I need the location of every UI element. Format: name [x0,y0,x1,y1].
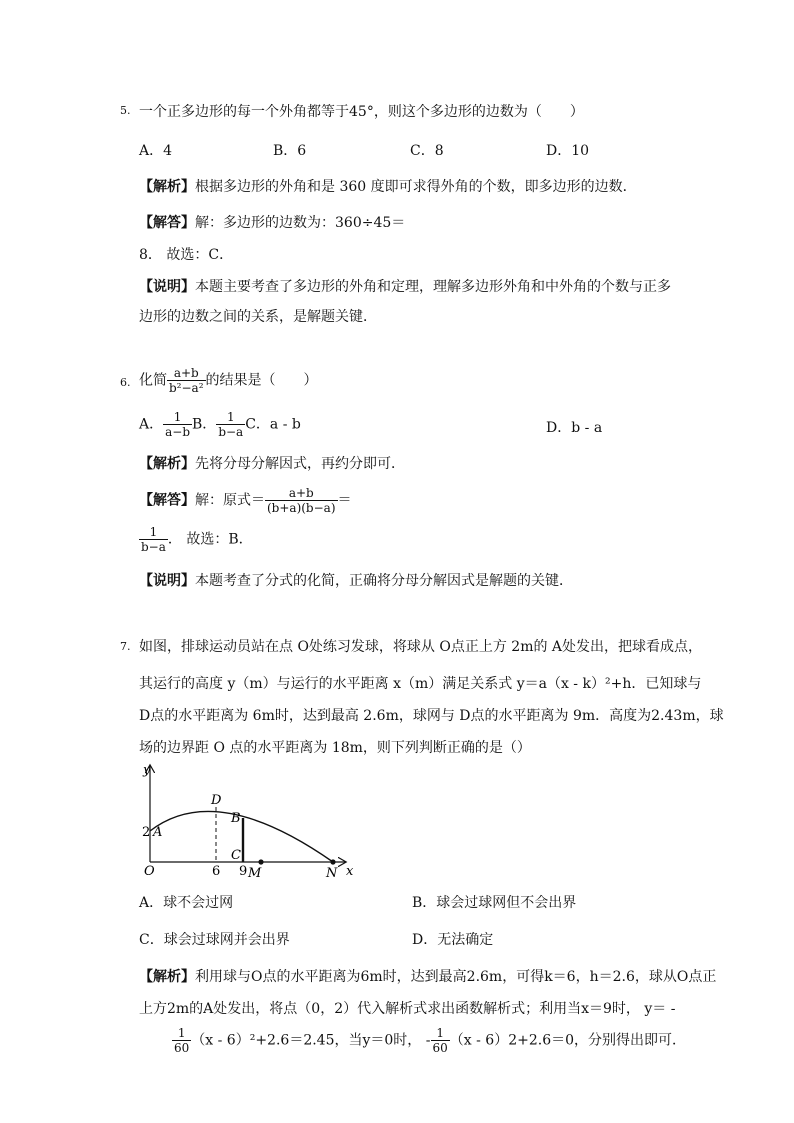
q6-stem-fraction [167,366,206,395]
answer-tag: 【解答】 [139,215,195,231]
q6-option-a-fraction [163,410,192,439]
origin-label: O [144,864,155,879]
answer-tag: 【解答】 [139,492,195,509]
point-a-label: A [153,825,163,840]
q7-option-a: A．球不会过网 [139,895,234,911]
point-n [330,859,335,864]
q5-option-b: B．6 [273,143,307,159]
q5-note [139,276,671,296]
q7-analysis-fraction-2 [431,1026,450,1055]
q6-option-b-fraction [216,410,245,439]
q6-option-c: C．a - b [245,416,301,433]
x-axis-label: x [346,864,354,879]
q6-stem [139,366,318,395]
q6-number: 6. [120,376,131,389]
q5-option-a: A．4 [139,143,173,159]
q7-line2: 其运行的高度 y（m）与运行的水平距离 x（m）满足关系式 y＝a（x - k）²+h．已知球与 [139,676,702,692]
trajectory-curve [150,811,333,862]
result-suffix: ． 故选：B． [167,531,253,548]
fraction-denominator: b−a [141,540,166,554]
analysis-line1: 利用球与O点的水平距离为6m时，达到最高2.6m，可得k＝6，h＝2.6，球从O点正 [195,969,717,985]
note-text: 本题主要考查了多边形的外角和定理，理解多边形外角和中外角的个数与正多 [195,279,671,295]
analysis-text: 根据多边形的外角和是 360 度即可求得外角的个数，即多边形的边数． [195,179,637,195]
fraction-numerator: a+b [288,486,314,500]
note-tag: 【说明】 [139,573,195,589]
y-axis-label: y [143,763,151,778]
q5-number: 5. [120,104,131,117]
q7-option-b: B．球会过球网但不会出界 [412,895,577,911]
fraction-denominator: b−a [218,425,244,439]
tick-9: 9 [239,864,248,879]
answer-prefix: 解：原式＝ [195,492,265,509]
point-d-label: D [211,793,222,808]
q5-answer [139,212,405,232]
q7-number: 7. [120,640,131,653]
q7-figure [140,762,360,882]
tick-2: 2 [142,825,151,840]
point-c-label: C [231,848,241,863]
q5-stem: 一个正多边形的每一个外角都等于45°，则这个多边形的边数为（ ） [139,104,584,120]
q6-note [139,570,573,590]
fraction-denominator: 60 [432,1041,448,1055]
q6-stem-suffix: 的结果是（ ） [205,372,318,389]
fraction-numerator: a+b [173,366,199,380]
answer-suffix: ＝ [337,492,352,509]
q6-option-d: D．b - a [546,420,603,436]
q5-answer-cont: 8． 故选：C． [139,247,234,263]
point-m-label: M [248,866,262,881]
fraction-numerator: 1 [226,410,235,424]
analysis-tag: 【解析】 [139,456,195,472]
note-text: 本题考查了分式的化简，正确将分母分解因式是解题的关键． [195,573,573,589]
point-b-label: B [231,811,241,826]
fraction-denominator: a−b [165,425,191,439]
q5-note-line2: 边形的边数之间的关系，是解题关键． [139,309,377,325]
q7-option-d: D．无法确定 [412,932,494,948]
analysis-text: 先将分母分解因式，再约分即可． [195,456,405,472]
q6-answer [139,486,352,515]
q6-result-fraction [139,525,168,554]
q5-analysis [139,176,637,196]
fraction-numerator: 1 [173,410,182,424]
analysis-line3b: （x - 6）2+2.6＝0，分别得出即可． [449,1032,687,1049]
fraction-numerator: 1 [149,525,158,539]
analysis-tag: 【解析】 [139,179,195,195]
q5-option-c: C．8 [410,143,444,159]
q7-line3: D点的水平距离为 6m时，达到最高 2.6m，球网与 D点的水平距离为 9m．高度为2.43m，球 [139,708,724,724]
q5-option-d: D．10 [546,143,590,159]
fraction-numerator: 1 [436,1026,444,1040]
q7-analysis-fraction-1 [172,1026,191,1055]
q7-option-c: C．球会过球网并会出界 [139,932,290,948]
q6-stem-prefix: 化简 [139,372,167,389]
q7-line1: 如图，排球运动员站在点 O处练习发球，将球从 O点正上方 2m的 A处发出，把球看成点， [139,639,703,655]
q6-option-a-label: A． [139,416,164,433]
q6-options-abc [139,410,301,439]
q6-analysis [139,453,405,473]
q6-option-b-label: B． [192,416,217,433]
q7-analysis [139,966,716,986]
analysis-line3a: （x - 6）²+2.6＝2.45，当y＝0时， - [191,1032,431,1049]
point-m [258,859,263,864]
point-n-label: N [326,866,338,881]
tick-6: 6 [212,864,221,879]
q7-analysis-line3 [172,1026,686,1055]
fraction-denominator: 60 [174,1041,190,1055]
q7-analysis-line2: 上方2m的A处发出，将点（0，2）代入解析式求出函数解析式；利用当x＝9时， y＝ - [139,1001,676,1017]
fraction-denominator: b²−a² [169,381,204,395]
q6-answer-fraction [265,486,338,515]
fraction-numerator: 1 [177,1026,186,1040]
analysis-tag: 【解析】 [139,969,195,985]
fraction-denominator: (b+a)(b−a) [267,501,336,515]
note-tag: 【说明】 [139,279,195,295]
q6-result [139,525,253,554]
q7-line4: 场的边界距 O 点的水平距离为 18m，则下列判断正确的是（） [139,740,531,756]
answer-text: 解：多边形的边数为：360÷45＝ [195,215,406,231]
